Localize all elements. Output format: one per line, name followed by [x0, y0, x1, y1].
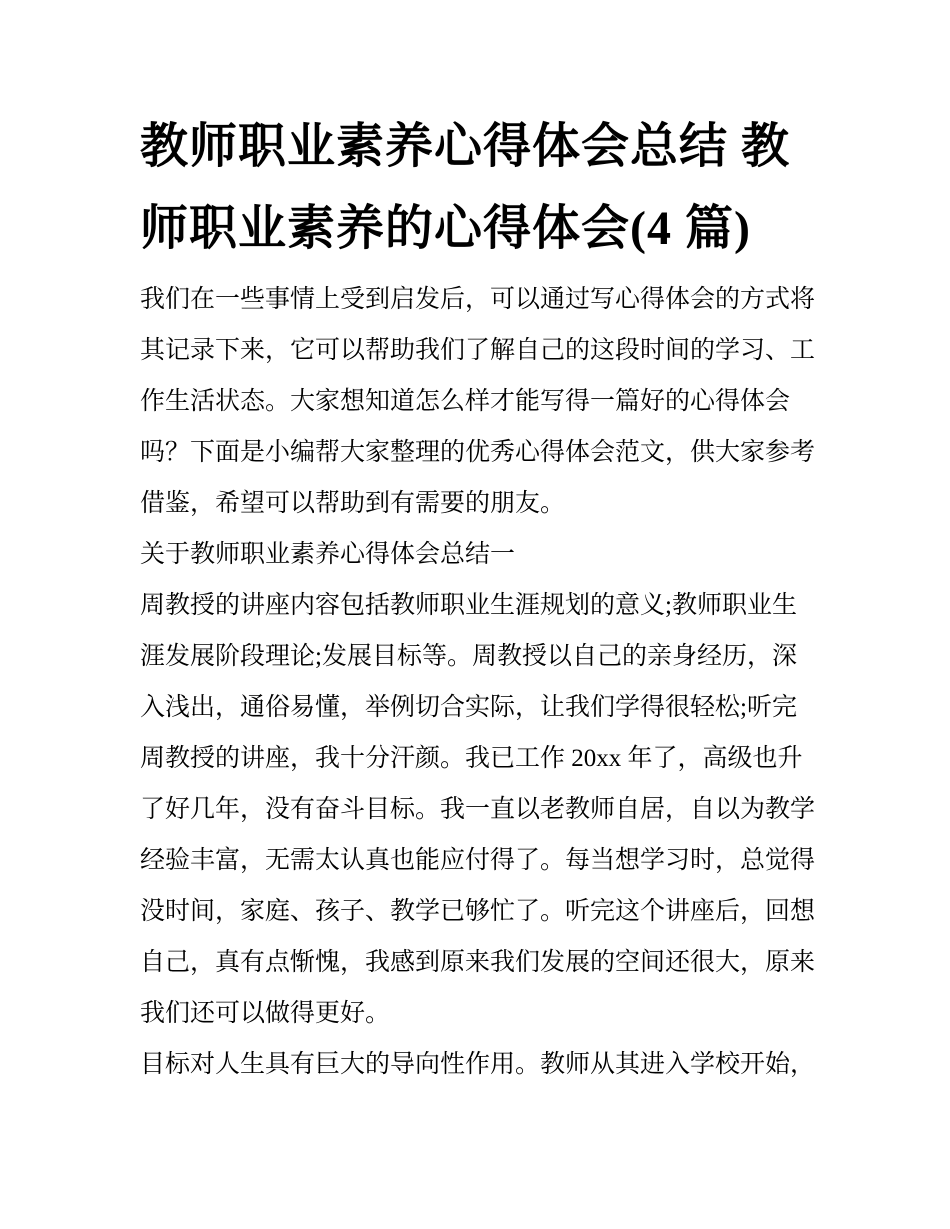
- text-line: 没时间，家庭、孩子、教学已够忙了。听完这个讲座后，回想: [140, 898, 816, 925]
- text-line: 自己，真有点惭愧，我感到原来我们发展的空间还很大，原来: [140, 949, 816, 976]
- paragraph: [140, 1039, 815, 1090]
- paragraph: [140, 580, 815, 1039]
- text-line: 目标对人生具有巨大的导向性作用。教师从其进入学校开始，: [140, 1051, 816, 1078]
- document-title: [140, 106, 815, 270]
- text-line: 周教授的讲座内容包括教师职业生涯规划的意义;教师职业生: [140, 592, 797, 619]
- text-line: 关于教师职业素养心得体会总结一: [140, 541, 516, 568]
- text-line: 经验丰富，无需太认真也能应付得了。每当想学习时，总觉得: [140, 847, 816, 874]
- text-line: 作生活状态。大家想知道怎么样才能写得一篇好的心得体会: [140, 388, 791, 415]
- text-line: 涯发展阶段理论;发展目标等。周教授以自己的亲身经历，深: [140, 643, 797, 670]
- text-line: 了好几年，没有奋斗目标。我一直以老教师自居，自以为教学: [140, 796, 816, 823]
- document-title-line-2: 师职业素养的心得体会(4 篇): [140, 202, 751, 255]
- paragraph: [140, 529, 815, 580]
- text-line: 入浅出，通俗易懂，举例切合实际，让我们学得很轻松;听完: [140, 694, 797, 721]
- text-line: 吗？下面是小编帮大家整理的优秀心得体会范文，供大家参考: [140, 439, 816, 466]
- document-body: [140, 274, 815, 1090]
- text-line: 我们还可以做得更好。: [140, 1000, 391, 1027]
- text-line: 其记录下来，它可以帮助我们了解自己的这段时间的学习、工: [140, 337, 816, 364]
- paragraph: [140, 274, 815, 529]
- text-line: 我们在一些事情上受到启发后，可以通过写心得体会的方式将: [140, 286, 816, 313]
- text-line: 借鉴，希望可以帮助到有需要的朋友。: [140, 490, 566, 517]
- document-title-line-1: 教师职业素养心得体会总结 教: [140, 120, 791, 173]
- text-line: 周教授的讲座，我十分汗颜。我已工作 20xx 年了，高级也升: [140, 745, 803, 772]
